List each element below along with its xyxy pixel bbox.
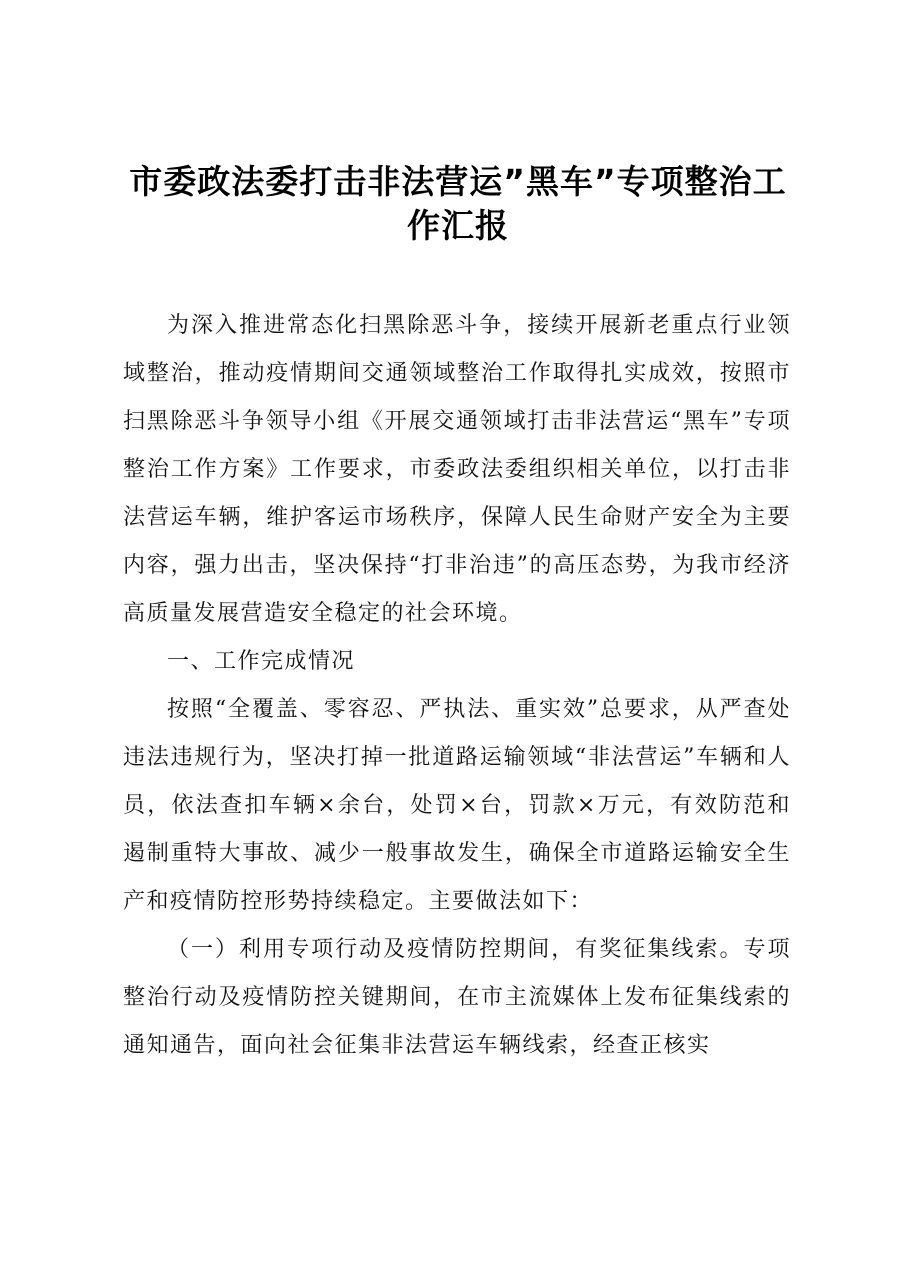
- intro-paragraph: 为深入推进常态化扫黑除恶斗争，接续开展新老重点行业领域整治，推动疫情期间交通领域整治工作取得扎实成效，按照市扫黑除恶斗争领导小组《开展交通领域打击非法营运“黑车”专项整治工作方案》工作要求，市委政法委组织相关单位，以打击非法营运车辆，维护客运市场秩序，保障人民生命财产安全为主要内容，强力出击，坚决保持“打非治违”的高压态势，为我市经济高质量发展营造安全稳定的社会环境。: [123, 313, 791, 626]
- summary-paragraph: 按照“全覆盖、零容忍、严执法、重实效”总要求，从严查处违法违规行为，坚决打掉一批道路运输领域“非法营运”车辆和人员，依法查扣车辆×余台，处罚×台，罚款×万元，有效防范和遏制重特大事故、减少一般事故发生，确保全市道路运输安全生产和疫情防控形势持续稳定。主要做法如下：: [123, 697, 791, 914]
- section-heading: 一、工作完成情况: [167, 649, 356, 674]
- document-body: [123, 302, 791, 1070]
- document-title: 市委政法委打击非法营运”黑车”专项整治工作汇报: [129, 162, 787, 245]
- subsection-paragraph: （一）利用专项行动及疫情防控期间，有奖征集线索。专项整治行动及疫情防控关键期间，在市主流媒体上发布征集线索的通知通告，面向社会征集非法营运车辆线索，经查正核实: [123, 937, 791, 1058]
